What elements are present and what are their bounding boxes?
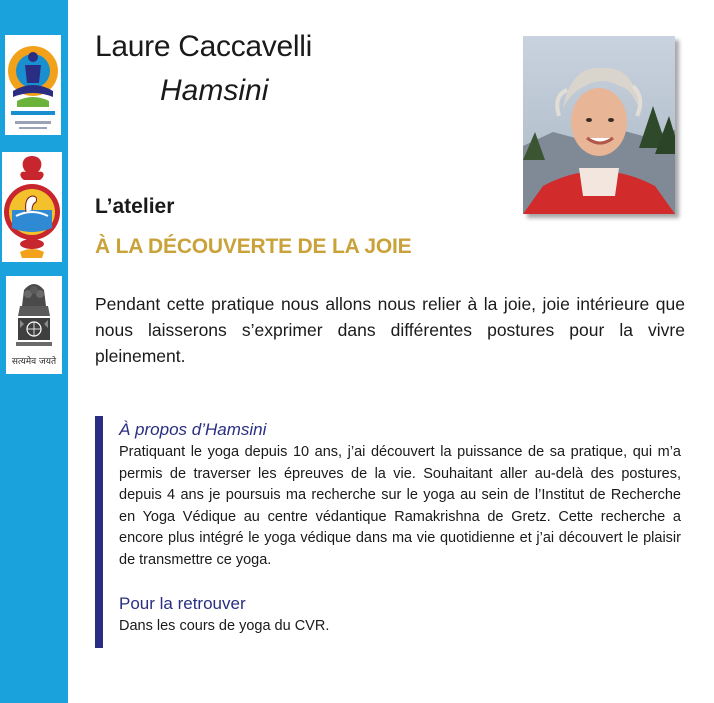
about-accent-bar: [95, 416, 103, 648]
ramakrishna-swan-emblem-icon: [2, 152, 62, 262]
speaker-photo: [523, 36, 675, 214]
emblem-motto: सत्यमेव जयते: [11, 357, 57, 367]
about-heading: À propos d’Hamsini: [119, 420, 267, 439]
workshop-description: Pendant cette pratique nous allons nous relier à la joie, joie intérieure que nous laisserons s’exprimer dans différentes postures pour la vivre pleinement.: [95, 294, 685, 366]
yoga-day-logo-icon: [5, 35, 61, 135]
find-text: Dans les cours de yoga du CVR.: [119, 618, 330, 634]
about-text: Pratiquant le yoga depuis 10 ans, j’ai découvert la puissance de sa pratique, qui m’a permis de traverser les épreuves de la vie. Souhaitant aller au-delà des postures, depuis 4 ans je poursuis ma recherche sur le yoga au sein de l’Institut de Recherche en Yoga Védique au centre védantique Ramakrishna de Gretz. Cette recherche a encore plus intégré le yoga védique dans ma vie quotidienne et j’ai découvert le plaisir de transmettre ce yoga.: [119, 444, 681, 568]
find-heading: Pour la retrouver: [119, 594, 246, 613]
speaker-alias: Hamsini: [160, 74, 269, 107]
workshop-label: L’atelier: [95, 195, 175, 218]
national-emblem-icon: [6, 276, 62, 374]
workshop-title: À LA DÉCOUVERTE DE LA JOIE: [95, 235, 412, 258]
about-section: [95, 416, 685, 648]
speaker-name: Laure Caccavelli: [95, 30, 312, 63]
